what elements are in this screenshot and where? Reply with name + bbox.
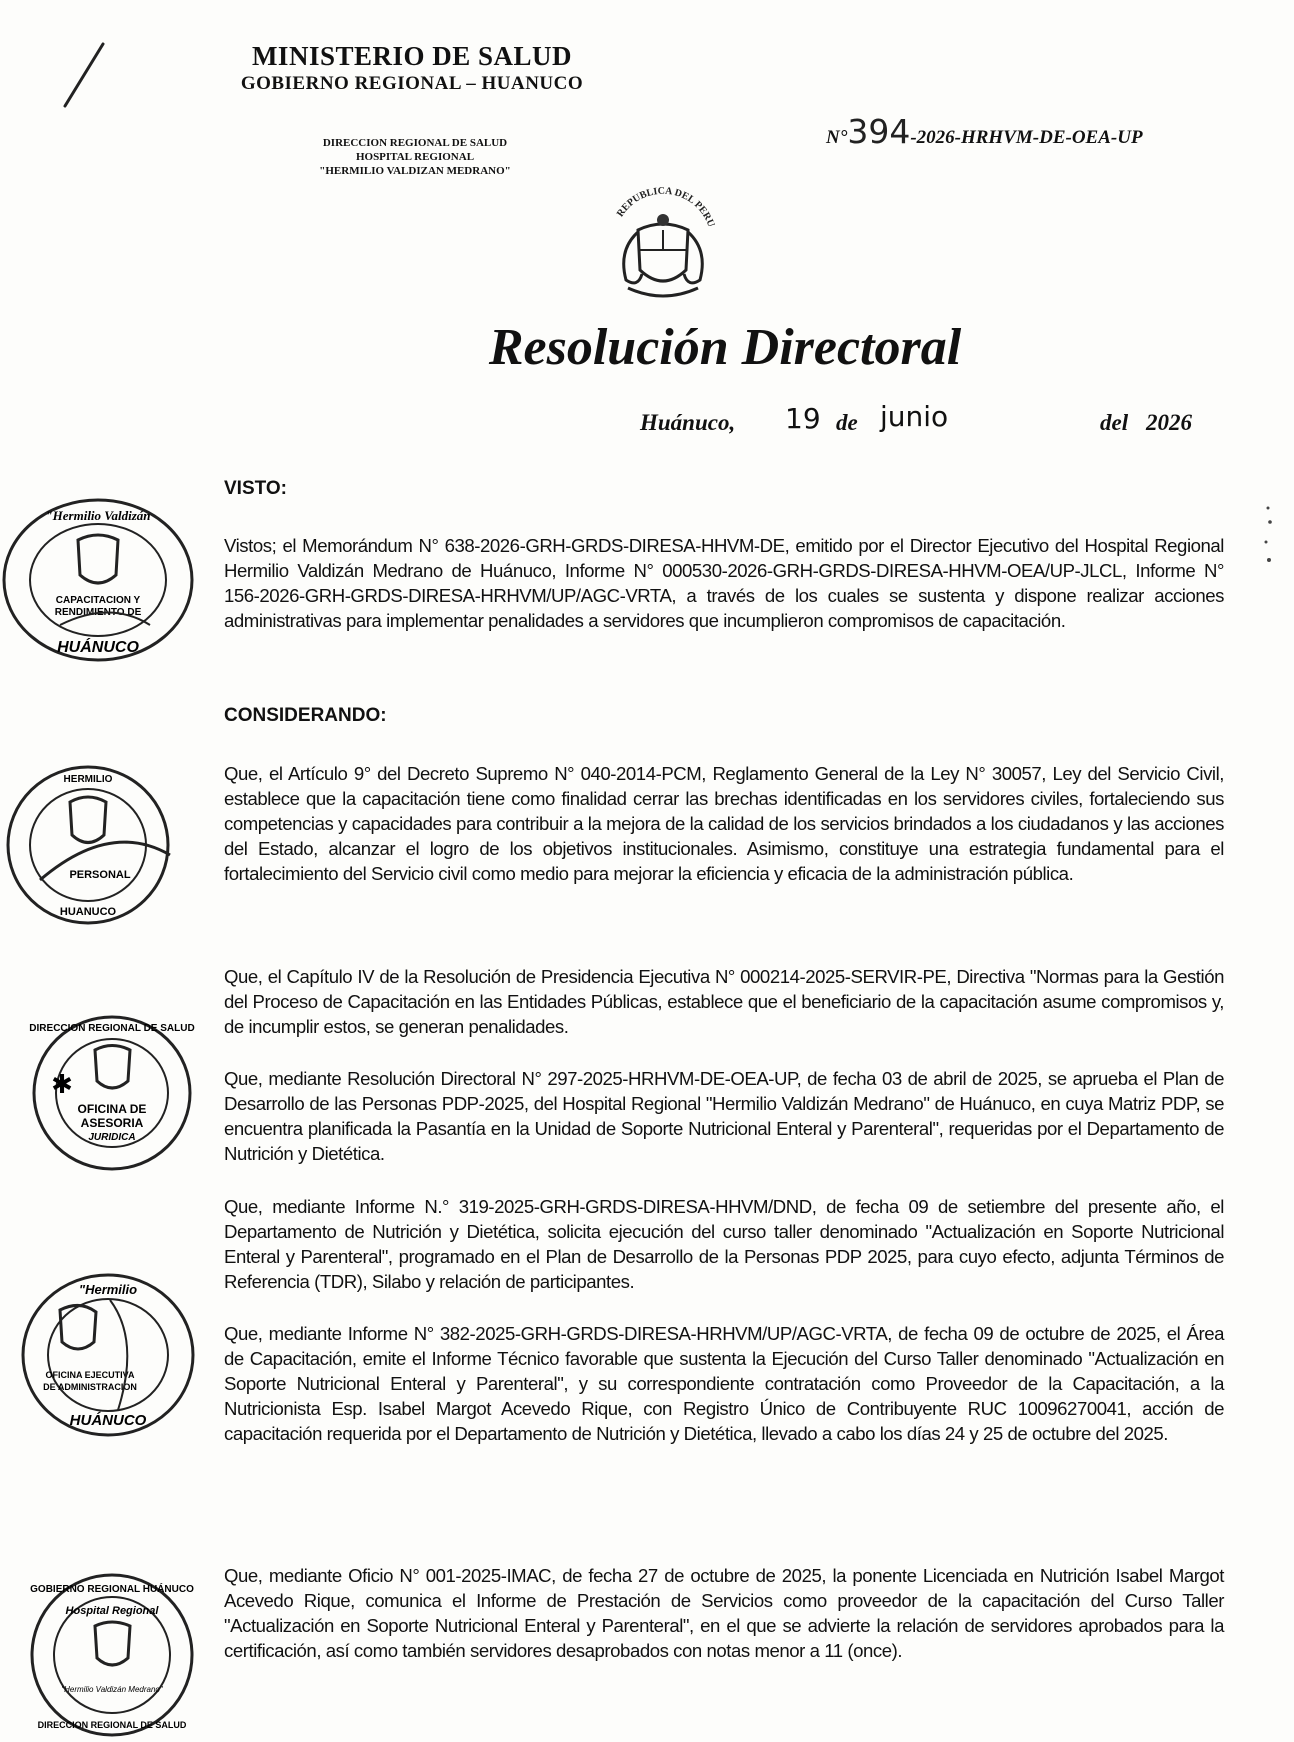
considerando-paragraph-1: Que, el Artículo 9° del Decreto Supremo N° 040-2014-PCM, Reglamento General de la Ley N° 30057, Ley del Servicio Civil, establece que la capacitación tiene como finalidad cerrar las brechas identificadas en los servidores civiles, fortaleciendo sus competencias y capacidades para contribuir a la mejora de la calidad de los servicios brindados a los ciudadanos y las acciones del Estado, alcanzar el logro de los objetivos institucionales. Asimismo, constituye una estrategia fundamental para el fortalecimiento del Servicio civil como medio para mejorar la eficiencia y eficacia de la administración pública.: [224, 763, 1224, 884]
date-city: Huánuco,: [640, 410, 736, 435]
considerando-paragraph-2: Que, el Capítulo IV de la Resolución de Presidencia Ejecutiva N° 000214-2025-SERVIR-PE, Directiva "Normas para la Gestión del Proceso de Capacitación en las Entidades Públicas, establece que el beneficiario de la capacitación asume compromisos y, de incumplir estos, se generan penalidades.: [224, 966, 1224, 1037]
svg-text:DIRECCION REGIONAL DE SALUD: DIRECCION REGIONAL DE SALUD: [29, 1023, 195, 1034]
ministry-name: MINISTERIO DE SALUD: [251, 41, 573, 71]
svg-text:"Hermilio Valdizán: "Hermilio Valdizán: [45, 508, 151, 523]
svg-text:Hospital Regional: Hospital Regional: [65, 1605, 159, 1617]
date-month-handwritten: junio: [880, 400, 949, 433]
svg-text:CAPACITACION Y: CAPACITACION Y: [55, 595, 141, 606]
stamp-gobierno-regional: [0, 1570, 195, 1740]
hospital-subheader: [270, 136, 560, 178]
svg-text:OFICINA EJECUTIVA: OFICINA EJECUTIVA: [45, 1370, 135, 1380]
svg-text:HUÁNUCO: HUÁNUCO: [69, 1412, 147, 1429]
svg-text:PERSONAL: PERSONAL: [69, 869, 131, 881]
ministry-header: [232, 40, 592, 96]
svg-text:✱: ✱: [51, 1069, 73, 1099]
svg-text:OFICINA DE: OFICINA DE: [77, 1102, 147, 1116]
svg-text:DE ADMINISTRACION: DE ADMINISTRACION: [43, 1382, 137, 1392]
stamp-capacitacion: [0, 495, 195, 665]
direction-name: DIRECCION REGIONAL DE SALUD: [322, 137, 508, 149]
resolution-suffix: -2026-HRHVM-DE-OEA-UP: [910, 127, 1143, 148]
government-name: GOBIERNO REGIONAL – HUANUCO: [240, 73, 584, 94]
considerando-paragraph-6: Que, mediante Oficio N° 001-2025-IMAC, de fecha 27 de octubre de 2025, la ponente Licenciada en Nutrición Isabel Margot Acevedo Rique, comunica el Informe de Prestación de Servicios como proveedor de la capacitación del Curso Taller "Actualización en Soporte Nutricional Enteral y Parenteral", en el que se advierte la relación de servidores aprobados para la certificación, así como también servidores desaprobados con notas menor a 11 (once).: [224, 1565, 1224, 1661]
date-day-handwritten: 19: [785, 402, 821, 435]
svg-text:HUANUCO: HUANUCO: [59, 906, 117, 918]
svg-text:HERMILIO: HERMILIO: [63, 774, 113, 785]
date-de: de: [836, 410, 858, 435]
svg-text:"Hermilio: "Hermilio: [78, 1282, 138, 1297]
date-del: del: [1100, 410, 1129, 435]
visto-heading: VISTO:: [224, 478, 287, 499]
visto-paragraph: Vistos; el Memorándum N° 638-2026-GRH-GRDS-DIRESA-HHVM-DE, emitido por el Director Ejecutivo del Hospital Regional Hermilio Valdizán Medrano de Huánuco, Informe N° 000530-2026-GRH-GRDS-DIRESA-HHVM-OEA/UP-JLCL, Informe N° 156-2026-GRH-GRDS-DIRESA-HRHVM/UP/AGC-VRTA, a través de los cuales se sustenta y dispone realizar acciones administrativas para implementar penalidades a servidores que incumplieron compromisos de capacitación.: [224, 535, 1224, 631]
svg-text:"Hermilio Valdizán Medrano": "Hermilio Valdizán Medrano": [61, 1685, 163, 1694]
resolution-number-handwritten: 394: [847, 112, 911, 151]
considerando-paragraph-3: Que, mediante Resolución Directoral N° 297-2025-HRHVM-DE-OEA-UP, de fecha 03 de abril de 2025, se aprueba el Plan de Desarrollo de las Personas PDP-2025, del Hospital Regional "Hermilio Valdizán Medrano" de Huánuco, en cuya Matriz PDP, se encuentra planificada la Pasantía en la Unidad de Soporte Nutricional Enteral y Parenteral", requeridas por el Departamento de Nutrición y Dietética.: [224, 1068, 1224, 1164]
svg-text:GOBIERNO REGIONAL HUÁNUCO: GOBIERNO REGIONAL HUÁNUCO: [30, 1584, 194, 1595]
date-year: 2026: [1146, 410, 1192, 435]
stamp-personal: [0, 760, 195, 930]
stamp-oficina-ejecutiva: [0, 1270, 195, 1440]
svg-text:HUÁNUCO: HUÁNUCO: [57, 639, 139, 656]
considerando-paragraph-4: Que, mediante Informe N.° 319-2025-GRH-GRDS-DIRESA-HHVM/DND, de fecha 09 de setiembre del presente año, el Departamento de Nutrición y Dietética, solicita ejecución del curso taller denominado "Actualización en Soporte Nutricional Enteral y Parenteral", programado en el Plan de Desarrollo de la Personas PDP 2025, para cuyo efecto, adjunta Términos de Referencia (TDR), Silabo y relación de participantes.: [224, 1196, 1224, 1292]
considerando-heading: CONSIDERANDO:: [224, 705, 387, 726]
peru-coat-of-arms-icon: [598, 170, 728, 305]
hospital-type: HOSPITAL REGIONAL: [355, 151, 475, 163]
document-title: Resolución Directoral: [488, 319, 962, 376]
hospital-name: "HERMILIO VALDIZAN MEDRANO": [319, 165, 511, 177]
margin-marks: [1260, 500, 1280, 580]
handwritten-mark: [55, 40, 115, 110]
stamp-asesoria-juridica: [0, 1005, 195, 1175]
svg-text:DIRECCION REGIONAL DE SALUD: DIRECCION REGIONAL DE SALUD: [37, 1720, 187, 1730]
crest-text: REPUBLICA DEL PERU: [614, 185, 717, 229]
svg-text:RENDIMIENTO DE: RENDIMIENTO DE: [54, 607, 142, 618]
resolution-prefix: N°: [826, 127, 848, 148]
considerando-paragraph-5: Que, mediante Informe N° 382-2025-GRH-GRDS-DIRESA-HRHVM/UP/AGC-VRTA, de fecha 09 de octubre de 2025, el Área de Capacitación, emite el Informe Técnico favorable que sustenta la Ejecución del Curso Taller denominado "Actualización en Soporte Nutricional Enteral y Parenteral", y su correspondiente contratación como Proveedor de la Capacitación, a la Nutricionista Esp. Isabel Margot Acevedo Rique, con Registro Único de Contribuyente RUC 10096270041, acción de capacitación requerida por el Departamento de Nutrición y Dietética, llevado a cabo los días 24 y 25 de octubre del 2025.: [224, 1323, 1224, 1444]
svg-text:ASESORIA: ASESORIA: [80, 1116, 144, 1130]
resolution-number: [826, 112, 1143, 151]
svg-text:JURIDICA: JURIDICA: [88, 1132, 136, 1143]
